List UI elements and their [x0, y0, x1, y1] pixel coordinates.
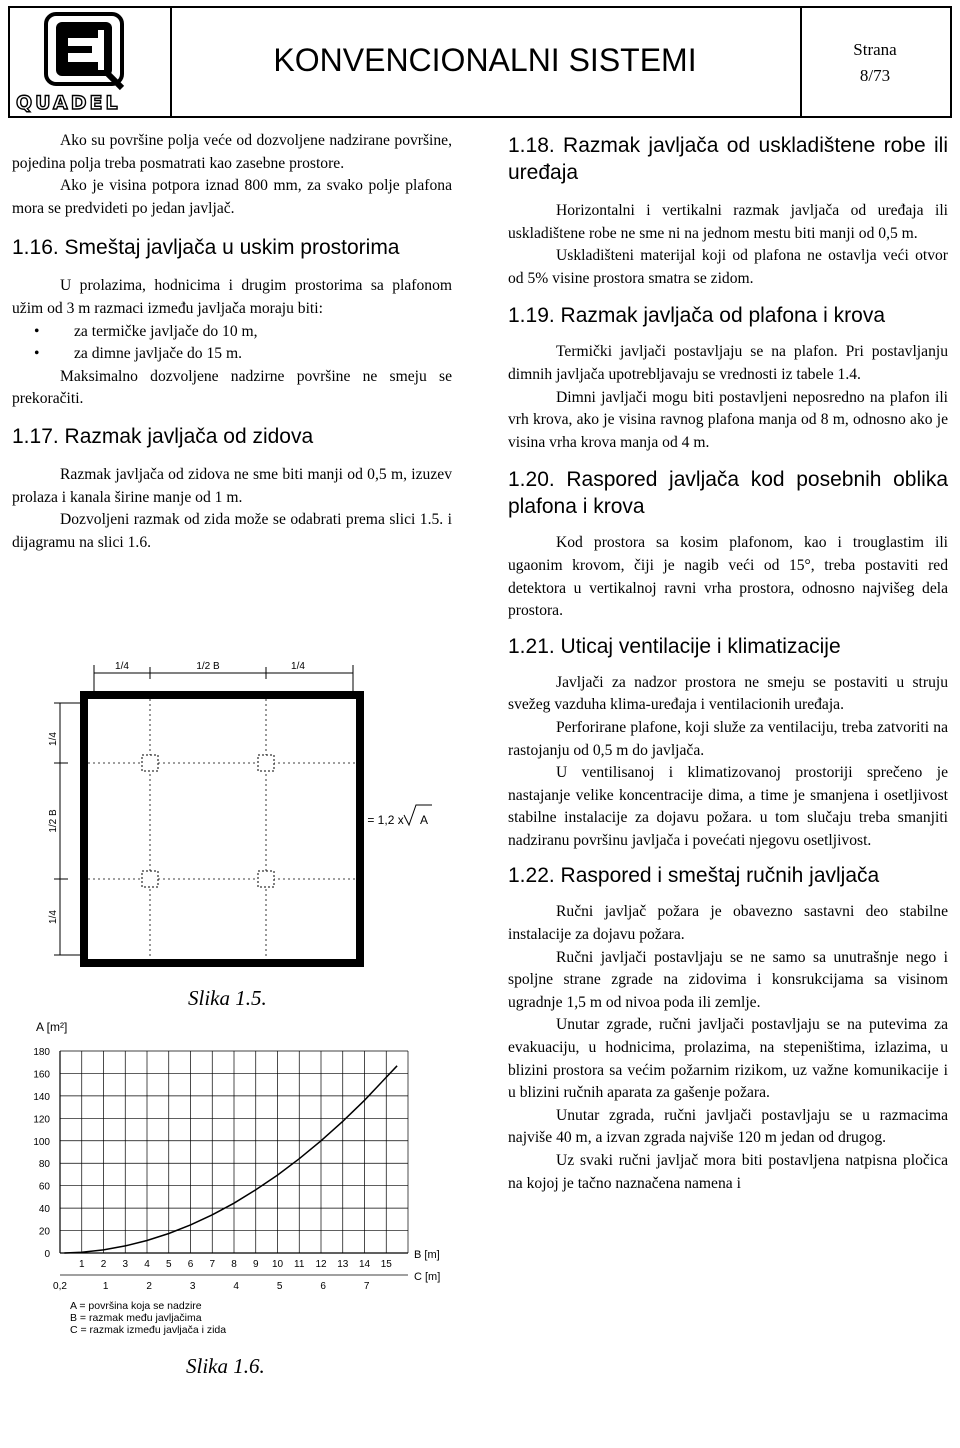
x-tick-label: 12 [315, 1259, 327, 1270]
paragraph: Ručni javljač požara je obavezno sastavni deo stabilne instalacije za dojavu požara. [508, 903, 948, 944]
y-tick-label: 20 [38, 1226, 50, 1238]
y-tick-label: 60 [38, 1181, 50, 1193]
paragraph: Dimni javljači mogu biti postavljeni neposredno na plafon ili vrh krova, ako je visina ravnog plafona manja od 8 m, odnosno ako je visina vrha krova manja od 4 m. [508, 388, 948, 451]
document-title: KONVENCIONALNI SISTEMI [273, 42, 697, 78]
section-heading-1-22: 1.22. Raspored i smeštaj ručnih javljača [508, 864, 880, 888]
top-dim-label: 1/2 B [196, 661, 220, 672]
x-tick-label: 5 [165, 1259, 172, 1270]
dashed-grid [88, 699, 356, 959]
c-tick-label: 2 [146, 1281, 152, 1292]
paragraph: Termički javljači postavljaju se na plafon. Pri postavljanju dimnih javljača upotrebljavaju se vrednosti iz tabele 1.4. [508, 343, 948, 383]
section-heading-1-17: 1.17. Razmak javljača od zidova [12, 424, 314, 448]
x-tick-label: 4 [144, 1259, 150, 1270]
x-tick-label: 13 [337, 1259, 349, 1270]
legend-item: A = površina koja se nadzire [70, 1300, 202, 1312]
paragraph: Ako je visina potpora iznad 800 mm, za svako polje plafona mora se predvideti po jedan javljač. [12, 177, 452, 217]
left-column [12, 130, 452, 554]
y-axis-label: A [m²] [36, 1020, 68, 1034]
y-tick-label: 180 [33, 1047, 50, 1058]
paragraph: Unutar zgrade, ručni javljači postavljaju se na putevima za evakuaciju, u hodnicima, prolazima, na stepeništima, izlazima, u blizini prostora sa većim požarnim rizikom, uz važne komunikacije i u blizini ručnih aparata za gašenje požara. [508, 1016, 948, 1102]
c-tick-label: 0,2 [53, 1281, 67, 1292]
c-tick-label: 7 [363, 1281, 370, 1292]
section-heading-1-21: 1.21. Uticaj ventilacije i klimatizacije [508, 634, 841, 658]
x-tick-label: 3 [122, 1259, 129, 1270]
right-column [508, 132, 948, 1195]
c-tick-label: 5 [276, 1281, 283, 1292]
y-tick-label: 40 [38, 1204, 50, 1216]
company-logo [10, 8, 172, 116]
page-header [8, 6, 952, 118]
top-dim-label: 1/4 [115, 661, 129, 672]
x-tick-label: 15 [380, 1259, 392, 1270]
y-tick-label: 80 [38, 1159, 50, 1171]
paragraph: Kod prostora sa kosim plafonom, kao i trouglastim ili ugaonim krovom, čiji je nagib veći od 15°, treba postaviti red detektora u vertikalnoj ravni vrha prostora, odnosno najvišeg dela prostora. [508, 534, 948, 620]
paragraph: Razmak javljača od zidova ne sme biti manji od 0,5 m, izuzev prolaza i kanala širine manje od 1 m. [12, 465, 452, 506]
paragraph: U prolazima, hodnicima i drugim prostorima sa plafonom užim od 3 m razmaci između javljača moraju biti: [12, 277, 452, 317]
c-tick-label: 1 [102, 1281, 109, 1292]
bullet-item: • za dimne javljače do 15 m. [12, 343, 452, 366]
top-dim-label: 1/4 [291, 661, 305, 672]
page-number: 8/73 [859, 66, 891, 85]
x-tick-label: 2 [100, 1259, 107, 1270]
section-heading-1-20: 1.20. Raspored javljača kod posebnih oblika plafona i krova [508, 468, 948, 519]
paragraph: Perforirane plafone, koji služe za ventilaciju, treba zatvoriti na rastojanju od 0,5 m do javljača. [508, 718, 948, 759]
paragraph: Unutar zgrada, ručni javljači postavljaju se u razmacima najviše 40 m, a izvan zgrada najviše 120 m jedan od drugog. [508, 1106, 948, 1147]
company-name: QUADEL [16, 92, 121, 114]
legend-item: B = razmak među javljačima [70, 1312, 202, 1324]
page-label: Strana [853, 40, 897, 59]
detector-symbol [142, 871, 158, 887]
paragraph: U ventilisanoj i klimatizovanoj prostoriji sprečeno je nastajanje velike koncentracije dima, a time je smanjena i osetljivost stabilne instalacije za dojavu požara. u tom slučaju treba smanjiti nadziranu površinu javljača i povećati njegovu osetljivost. [508, 764, 948, 849]
y-tick-label: 0 [44, 1249, 50, 1260]
paragraph: Uz svaki ručni javljač mora biti postavljena natpisna pločica na kojoj je tačno naznačena namena i [508, 1152, 948, 1192]
detector-symbol [258, 871, 274, 887]
left-dim-label: 1/2 B [48, 809, 59, 833]
y-tick-label: 160 [33, 1069, 50, 1081]
section-heading-1-18: 1.18. Razmak javljača od uskladištene robe ili uređaja [508, 134, 948, 184]
x-tick-label: 1 [78, 1259, 85, 1270]
series-line [64, 1066, 397, 1253]
x-tick-label: 6 [187, 1259, 194, 1270]
spacing-formula-var: A [420, 813, 429, 827]
section-heading-1-16: 1.16. Smeštaj javljača u uskim prostorima [12, 236, 400, 260]
paragraph: Uskladišteni materijal koji od plafona ne ostavlja veći otvor od 5% visine prostora smatra se zidom. [508, 247, 948, 287]
x-tick-label: 10 [271, 1259, 284, 1270]
paragraph: Dozvoljeni razmak od zida može se odabrati prema slici 1.5. i dijagramu na slici 1.6. [12, 511, 452, 551]
left-dim-label: 1/4 [48, 910, 59, 924]
x-axis-label: B [m] [414, 1249, 440, 1261]
y-tick-label: 120 [33, 1114, 50, 1126]
bullet-item: • za termičke javljače do 10 m, [12, 321, 452, 344]
x-tick-label: 7 [209, 1259, 216, 1270]
figure-caption: Slika 1.6. [186, 1354, 265, 1378]
y-tick-label: 140 [33, 1091, 50, 1103]
spacing-formula: B = 1,2 x [356, 813, 404, 827]
paragraph: Javljači za nadzor prostora ne smeju se postaviti u struju svežeg vazduha klima-uređaja i ventilacionih uređaja. [508, 673, 948, 714]
figure-1-5 [20, 655, 460, 1015]
detector-symbol [258, 755, 274, 771]
c-tick-label: 6 [320, 1281, 326, 1292]
c-tick-label: 4 [233, 1281, 239, 1292]
y-tick-label: 100 [33, 1136, 50, 1148]
figure-caption: Slika 1.5. [188, 986, 267, 1010]
paragraph: Ako su površine polja veće od dozvoljene nadzirane površine, pojedina polja treba posmatrati kao zasebne prostore. [12, 132, 452, 172]
c-tick-label: 3 [189, 1281, 196, 1292]
paragraph: Horizontalni i vertikalni razmak javljača od uređaja ili uskladištene robe ne sme ni na jednom mestu biti manji od 0,5 m. [508, 202, 948, 242]
section-heading-1-19: 1.19. Razmak javljača od plafona i krova [508, 304, 886, 328]
figure-1-6-chart [18, 1015, 460, 1345]
left-dim-label: 1/4 [48, 732, 59, 746]
legend-item: C = razmak između javljača i zida [70, 1324, 227, 1336]
detector-symbol [142, 755, 158, 771]
paragraph: Ručni javljači postavljaju se ne samo sa unutrašnje nego i spoljne strane zgrade na zidovima i konsrukcijama sa visinom ugradnje 1,5 m od nivoa poda ili zemlje. [508, 948, 948, 1011]
x-tick-label: 11 [294, 1259, 305, 1270]
x-tick-label: 8 [231, 1259, 237, 1270]
paragraph: Maksimalno dozvoljene nadzirne površine ne smeju se prekoračiti. [12, 367, 452, 408]
x-tick-label: 9 [252, 1259, 259, 1270]
x2-axis-label: C [m] [414, 1271, 441, 1283]
x-tick-label: 14 [358, 1259, 371, 1270]
